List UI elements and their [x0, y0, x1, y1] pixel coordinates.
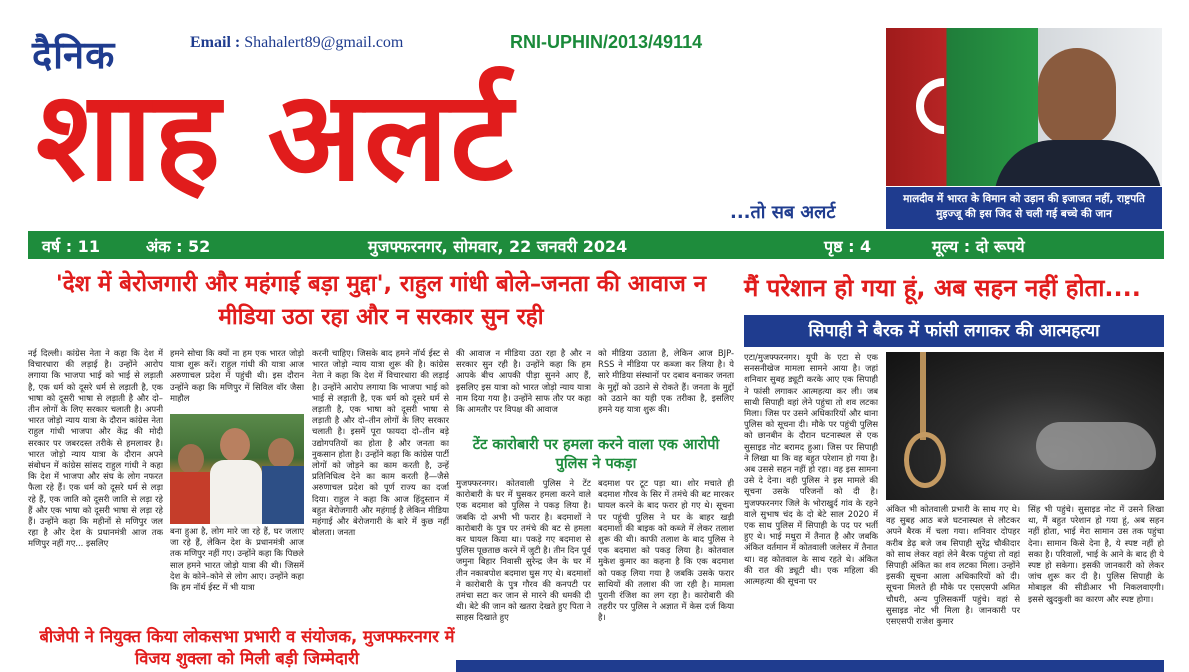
issue-info-bar: [28, 231, 1164, 259]
tent-story-column-2: बदमाश पर टूट पड़ा था। शोर मचाते ही बदमाश गौरव के सिर में तमंचे की बट मारकर घायल करने के बाद फरार हो गए थे। सूचना पर पहुंची पुलिस ने घर के बाहर खड़ी बदमाशों की बाइक को कब्जे में लेकर तलाश शुरू की थी। काफी तलाश के बाद पुलिस ने एक बदमाश को पकड़ लिया है। कोतवाल मुकेश कुमार का कहना है कि एक बदमाश को पकड़ लिया गया है जबकि उसके फरार साथियों की तलाश की जा रही है। मामला पुरानी रंजिश का लग रहा है। कारोबारी की तहरीर पर पुलिस ने अज्ञात में केस दर्ज किया है।: [598, 478, 734, 623]
person-left-body: [170, 472, 210, 524]
noose-icon: [904, 432, 946, 488]
issue-number: अंक : 52: [146, 237, 211, 256]
person-right-body: [262, 466, 304, 524]
lead-column-5: को मीडिया उठाता है, लेकिन आज BJP-RSS ने मीडिया पर कब्जा कर लिया है। ये सारे मीडिया संस्थानों पर दबाव बनाकर जनता के मुद्दों को उठाने से रोकते हैं। जनता के मुद्दों को उठाने का यही एक तरीका है, इसलिए हमने यह यात्रा शुरू की।: [598, 348, 734, 415]
issue-year: वर्ष : 11: [42, 237, 100, 256]
email-label: Email :: [190, 34, 241, 51]
lead-column-3: करनी चाहिए। जिसके बाद हमने नॉर्थ ईस्ट से भारत जोड़ो न्याय यात्रा शुरू की है। कांग्रेस नेता ने कहा कि देश में विचारधारा की लड़ाई है। उन्होंने आरोप लगाया कि भाजपा भाई को भाई से लड़ाती है, एक धर्म को दूसरे धर्म से लड़ाती है, एक भाषा को दूसरी भाषा से लड़ाती है और दो–तीन लोगों के लिए सरकार चलाती है। इसमें पूरा फायदा दो–तीन बड़े उद्योगपतियों का होता है और जनता का नुकसान होता है। उन्होंने कहा कि कांग्रेस पार्टी लोगों को जोड़ने का काम करती है, उन्हें प्रतिनिधित्व देने का काम करती है—जैसे अरुणाचल प्रदेश को पूर्ण राज्य का दर्जा दिया। राहुल ने कहा कि आज हिंदुस्तान में बहुत बेरोजगारी और महंगाई है लेकिन मीडिया महंगाई और बेरोजगारी के बारे में कुछ नहीं बोलता। जनता: [312, 348, 449, 538]
masthead-slogan: ...तो सब अलर्ट: [730, 202, 836, 223]
rahul-gandhi-photo: [170, 414, 304, 524]
lead-headline: 'देश में बेरोजगारी और महंगाई बड़ा मुद्दा', राहुल गांधी बोले–जनता की आवाज न मीडिया उठा रहा और न सरकार सुन रही: [55, 271, 707, 330]
rope-icon: [920, 352, 926, 440]
soldier-story-column-2: अंकित भी कोतवाली प्रभारी के साथ गए थे। वह सुबह आठ बजे घटनास्थल से लौटकर अपने बैरक में चला गया। शनिवार दोपहर करीब डेढ़ बजे जब सिपाही सुरेंद्र चौकीदार को साथ लेकर वहां लेने बैरक पहुंचा तो वहां सिपाही अंकित का शव लटका मिला। उन्होंने इसकी सूचना आला अधिकारियों को दी। सूचना मिलते ही मौके पर एसएसपी अमित चौधरी, अन्य पुलिसकर्मी पहुंचे। वहां से सुसाइड नोट भी मिला है। जानकारी पर एसएसपी राजेश कुमार: [886, 504, 1020, 627]
person-right-head: [268, 438, 294, 468]
bottom-headline-strip: [456, 660, 1164, 672]
person-left-head: [178, 444, 204, 474]
newspaper-title: शाह अलर्ट: [36, 65, 515, 209]
president-face: [1038, 48, 1116, 146]
person-center-body: [210, 460, 262, 524]
person-center-head: [220, 428, 250, 462]
soldier-story-subhead: सिपाही ने बैरक में फांसी लगाकर की आत्महत्या: [744, 315, 1164, 347]
masthead-email-line: [190, 34, 403, 52]
issue-price: मूल्य : दो रूपये: [932, 237, 1025, 256]
tent-story-headline: टेंट कारोबारी पर हमला करने वाला एक आरोपी पुलिस ने पकड़ा: [472, 437, 720, 472]
email-address[interactable]: Shahalert89@gmail.com: [244, 34, 404, 51]
noose-photo: [886, 352, 1164, 500]
top-photo-caption: मालदीव में भारत के विमान को उड़ान की इजाजत नहीं, राष्ट्रपति मुइज्जू की इस जिद से चली गई बच्चे की जान: [886, 187, 1162, 229]
soldier-story-headline: मैं परेशान हो गया हूं, अब सहन नहीं होता....: [744, 274, 1141, 302]
soldier-story-column-1: एटा/मुजफ्फरनगर। यूपी के एटा से एक सनसनीखेज मामला सामने आया है। जहां शनिवार सुबह ड्यूटी करके आए एक सिपाही ने फांसी लगाकर आत्महत्या कर ली। जब साथी सिपाही वहां लेने पहुंचा तो शव लटका मिला। जिस पर उसने अधिकारियों और थाना पुलिस को सूचना दी। मौके पर पहुंची पुलिस को छानबीन के दौरान घटनास्थल से एक सुसाइड नोट बरामद हुआ। जिस पर सिपाही ने लिखा था कि वह बहुत परेशान हो गया है। अब उससे सहन नहीं हो रहा। वह इस सामना उसे दे देना। वही पुलिस ने इस मामले की सूचना उसके परिजनों को दी है। मुजफ्फरनगर जिले के भोराखुर्द गांव के रहने वाले सुभाष चंद के दो बेटे साल 2020 में एक साथ पुलिस में सिपाही के पद पर भर्ती हुए थे। भाई मथुरा में तैनात है और जबकि अंकित वर्तमान में कोतवाली जलेसर में तैनात था। वह कोतवाल के साथ रहते थे। अंकित की रात की ड्यूटी थी। एक महिला की आत्महत्या की सूचना पर: [744, 352, 878, 587]
bjp-story-headline: बीजेपी ने नियुक्त किया लोकसभा प्रभारी व संयोजक, मुजफ्फरनगर में विजय शुक्ला को मिली बड़ी जिम्मेदारी: [39, 627, 455, 668]
issue-place-date: मुजफ्फरनगर, सोमवार, 22 जनवरी 2024: [368, 237, 628, 256]
lead-column-2a: हमने सोचा कि क्यों ना हम एक भारत जोड़ो यात्रा शुरू करें। राहुल गांधी की यात्रा आज अरुणाचल प्रदेश में पहुंची थी। इस दौरान उन्होंने कहा कि मणिपुर में सिविल वॉर जैसा माहौल: [170, 348, 304, 403]
maldives-president-photo: [886, 28, 1162, 186]
hand-shape: [1036, 422, 1156, 470]
lead-column-4: की आवाज न मीडिया उठा रहा है और न सरकार सुन रही है। उन्होंने कहा कि हम आपके बीच आपकी पीड़ा सुनने आए हैं, इसलिए इस यात्रा को भारत जोड़ो न्याय यात्रा नाम दिया गया है। उन्होंने साफ तौर पर कहा कि आमतौर पर विपक्ष की आवाज: [456, 348, 591, 415]
president-suit: [994, 140, 1162, 186]
masthead-daily: दैनिक: [32, 33, 116, 77]
maldives-flag-crescent-icon: [904, 66, 983, 145]
tent-story-column-1: मुजफ्फरनगर। कोतवाली पुलिस ने टेंट कारोबारी के घर में घुसकर हमला करने वाले एक बदमाश को पुलिस ने पकड़ लिया है। जबकि दो अभी भी फरार है। बदमाशों ने कारोबारी के पुत्र पर तमंचे की बट से हमला कर घायल किया था। पकड़े गए बदमाश से पुलिस पूछताछ करने में जुटी है। तीन दिन पूर्व जमुना बिहार निवासी सुरेन्द्र जैन के घर में तीन नकाबपोश बदमाश घुस गए थे। बदमाशों ने कारोबारी के पुत्र गौरव की कनपटी पर तमंचा सटा कर जान से मारने की धमकी दी थी। बेटे की जान को खतरा देखते हुए पिता ने साहस दिखाते हुए: [456, 478, 591, 623]
lead-column-1: नई दिल्ली। कांग्रेस नेता ने कहा कि देश में विचारधारा की लड़ाई है। उन्होंने आरोप लगाया कि भाजपा भाई को भाई से लड़ाती है, एक धर्म को दूसरे धर्म से लड़ाती है, एक भाषा को दूसरी भाषा से लड़ाती है और दो–तीन लोगों के लिए सरकार चलाती है। अपनी भारत जोड़ो न्याय यात्रा के दौरान कांग्रेस नेता राहुल गांधी भाजपा और केंद्र की मोदी सरकार पर जबरदस्त तरीके से हमलावर है। भारत जोड़ो न्याय यात्रा के दौरान अपने संबोधन में कांग्रेस सांसद राहुल गांधी ने कहा कि देश में भाजपा और संघ के लोग नफरत फैला रहे हैं। एक धर्म को दूसरे धर्म से लड़ा रहे हैं, एक जाति को दूसरी जाति से लड़ा रहे हैं और एक भाषा को दूसरी भाषा से लड़ा रहे हैं। उन्होंने कहा कि महीनों से मणिपुर जल रहा है और देश के प्रधानमंत्री आज तक मणिपुर नहीं गए... इसलिए: [28, 348, 163, 549]
rni-number: RNI-UPHIN/2013/49114: [510, 32, 703, 52]
lead-column-2b: बना हुआ है, लोग मारे जा रहे हैं, घर जलाए जा रहे हैं, लेकिन देश के प्रधानमंत्री आज तक मणिपुर नहीं गए। उन्होंने कहा कि पिछले साल हमने भारत जोड़ो यात्रा की थी। जिसमें देश के कोने–कोने से लोग आए। उन्होंने कहा कि हम नॉर्थ ईस्ट में भी यात्रा: [170, 526, 304, 593]
soldier-story-column-3: सिंह भी पहुंचे। सुसाइड नोट में उसने लिखा था, मैं बहुत परेशान हो गया हूं, अब सहन नहीं होता, भाई मेरा सामान उस तक पहुंचा देना। सामान किसे देना है, ये स्पष्ट नहीं हो सका है। परिवालों, भाई के आने के बाद ही ये स्पष्ट हो सकेगा। इसकी जानकारी को लेकर जांच शुरू कर दी है। पुलिस सिपाही के मोबाइल की सीडीआर भी निकलवाएगी। इससे खुदकुशी का कारण और स्पष्ट होगा।: [1028, 504, 1164, 604]
issue-pages: पृष्ठ : 4: [824, 237, 872, 256]
